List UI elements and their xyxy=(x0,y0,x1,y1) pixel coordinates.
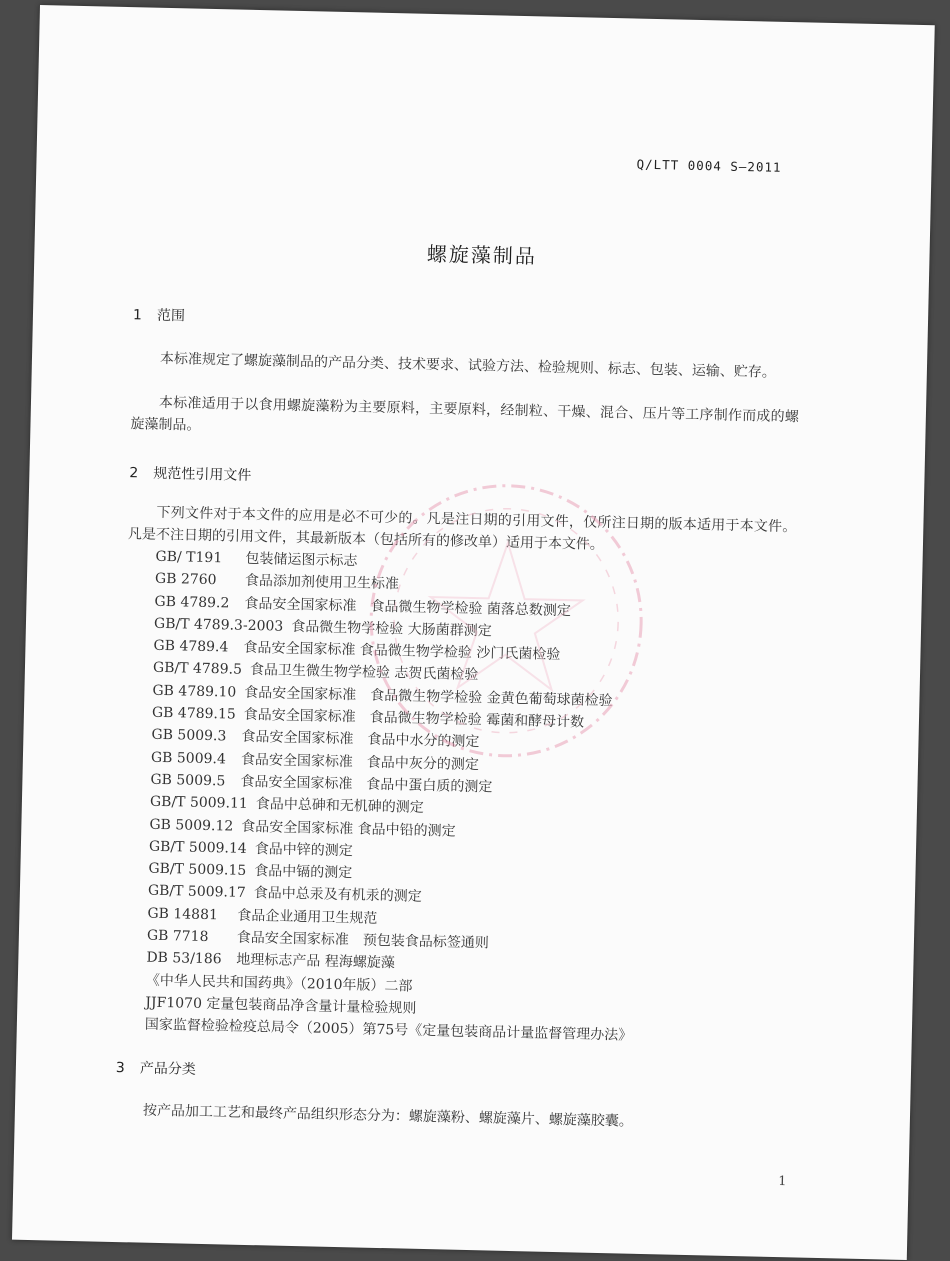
reference-full-text: 国家监督检验检疫总局令（2005）第75号《定量包装商品计量监督管理办法》 xyxy=(144,1016,633,1044)
section-number: 1 xyxy=(132,307,143,324)
reference-code: GB/ T191 xyxy=(155,548,223,567)
reference-title: 地理标志产品 程海螺旋藻 xyxy=(236,952,395,972)
reference-code: GB 4789.15 xyxy=(151,704,236,723)
reference-title: 包装储运图示标志 xyxy=(245,550,358,570)
reference-code: GB/T 5009.14 xyxy=(148,838,247,857)
reference-code: GB/T 5009.15 xyxy=(148,860,247,880)
reference-code: GB 5009.4 xyxy=(150,749,227,768)
reference-code: GB 14881 xyxy=(147,905,219,924)
reference-title: 食品中锌的测定 xyxy=(254,840,353,860)
section-title: 规范性引用文件 xyxy=(153,465,252,484)
classification-paragraph: 按产品加工工艺和最终产品组织形态分为：螺旋藻粉、螺旋藻片、螺旋藻胶囊。 xyxy=(142,1102,633,1130)
reference-list xyxy=(145,546,643,1047)
reference-code: GB/T 4789.5 xyxy=(152,660,243,679)
document-page xyxy=(12,5,935,1260)
reference-title: 食品安全国家标准 食品微生物学检验 菌落总数测定 xyxy=(244,595,572,619)
reference-code: GB 4789.10 xyxy=(152,682,237,701)
references-intro-paragraph: 下列文件对于本文件的应用是必不可少的。凡是注日期的引用文件，仅所注日期的版本适用于本文件。凡是不注日期的引用文件，其最新版本（包括所有的修改单）适用于本文件。 xyxy=(127,504,797,553)
section-heading-product-classification xyxy=(116,1057,196,1079)
reference-code: GB 7718 xyxy=(146,927,209,946)
reference-full-text: JJF1070 定量包装商品净含量计量检验规则 xyxy=(145,994,417,1017)
reference-title: 食品安全国家标准 食品中水分的测定 xyxy=(241,729,480,751)
document-title: 螺旋藻制品 xyxy=(426,241,538,269)
reference-title: 食品安全国家标准 食品微生物学检验 霉菌和酵母计数 xyxy=(243,706,585,731)
reference-full-text: 《中华人民共和国药典》（2010年版）二部 xyxy=(145,972,413,995)
reference-title: 食品企业通用卫生规范 xyxy=(237,907,378,927)
reference-title: 食品安全国家标准 食品中铅的测定 xyxy=(241,818,456,840)
reference-code: GB 4789.2 xyxy=(154,593,230,612)
reference-title: 食品安全国家标准 食品中灰分的测定 xyxy=(240,751,480,773)
reference-code: GB 4789.4 xyxy=(153,637,229,656)
reference-title: 食品安全国家标准 食品微生物学检验 沙门氏菌检验 xyxy=(243,639,561,664)
reference-title: 食品安全国家标准 食品中蛋白质的测定 xyxy=(240,773,493,796)
reference-title: 食品中总砷和无机砷的测定 xyxy=(255,796,424,817)
reference-code: GB/T 5009.17 xyxy=(147,883,246,902)
reference-code: GB 5009.3 xyxy=(151,727,227,745)
reference-code: GB 2760 xyxy=(154,571,217,589)
section-number: 3 xyxy=(115,1059,126,1077)
reference-code: DB 53/186 xyxy=(146,950,222,968)
section-heading-scope xyxy=(133,304,185,325)
page-number: 1 xyxy=(778,1174,787,1190)
reference-title: 食品安全国家标准 预包装食品标签通则 xyxy=(236,929,490,952)
scope-paragraph-2: 本标准适用于以食用螺旋藻粉为主要原料，主要原料，经制粒、干燥、混合、压片等工序制作而成的螺旋藻制品。 xyxy=(130,394,800,434)
section-title: 产品分类 xyxy=(139,1060,197,1078)
section-heading-normative-references xyxy=(129,462,251,485)
reference-code: GB 5009.12 xyxy=(149,816,234,835)
reference-code: GB/T 4789.3-2003 xyxy=(153,615,284,635)
reference-title: 食品中总汞及有机汞的测定 xyxy=(253,885,422,906)
reference-title: 食品添加剂使用卫生标准 xyxy=(244,573,400,593)
reference-title: 食品卫生微生物学检验 志贺氏菌检验 xyxy=(249,662,479,684)
reference-title: 食品微生物学检验 大肠菌群测定 xyxy=(291,618,492,640)
scope-paragraph-1: 本标准规定了螺旋藻制品的产品分类、技术要求、试验方法、检验规则、标志、包装、运输、贮存。 xyxy=(159,350,777,381)
reference-code: GB 5009.5 xyxy=(150,771,226,790)
section-number: 2 xyxy=(129,465,139,482)
reference-title: 食品中镉的测定 xyxy=(254,863,353,882)
reference-code: GB/T 5009.11 xyxy=(149,793,248,813)
reference-title: 食品安全国家标准 食品微生物学检验 金黄色葡萄球菌检验 xyxy=(244,684,613,709)
document-code: Q/LTT 0004 S—2011 xyxy=(636,156,782,175)
section-title: 范围 xyxy=(156,307,186,325)
